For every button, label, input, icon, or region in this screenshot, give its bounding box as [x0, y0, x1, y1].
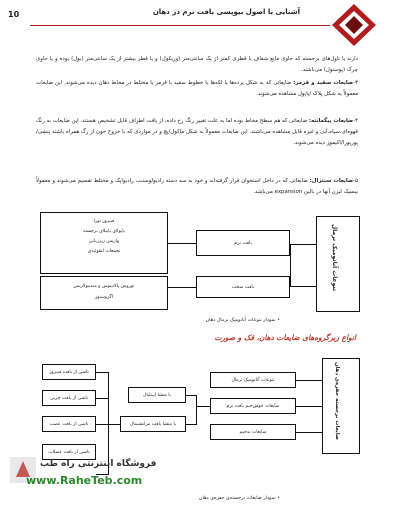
connector [186, 424, 197, 425]
diagram1-soft-tissue: بافت نرم [196, 230, 290, 256]
running-header: آشنایی با اصول بیوپسی بافت نرم در دهان [152, 8, 300, 16]
diagram2-fatty: ناشی از بافت چربی [42, 390, 96, 406]
paragraph-central: ۵-ضایعات سنتزال: ضایعاتی که در داخل استخوان قرار گرفته‌اند و خود به سه دسته رادیولوسنت، رادیواپک و مختلط تقسیم می‌شوند و معمولاً بیسیک لیزن آنها در بالین expansion می‌باشد. [36, 178, 359, 195]
list-item: پاپولای پاپیلای برجسته [83, 229, 125, 234]
diagram2-root-label: ضایعات برجسته حفره‌ی دهان [334, 362, 340, 440]
watermark-url: www.RaheTeb.com [26, 474, 143, 487]
connector [290, 244, 291, 287]
paragraph-intro: دارند یا تاول‌های برجسته که حاوی مایع شفاف با قطری کمتر از یک سانتی‌متر (وزیکول) و یا قطر بیشتر از یک سانتی‌متر (بول) بوده و یا حاوی چرک (پوستول) می‌باشند. [36, 56, 358, 73]
list-number: ۴- [353, 118, 358, 124]
term-heading: ضایعات سفید و قرمز: [293, 80, 354, 86]
paragraph-pigmented: ۴-ضایعات پیگمانته: ضایعاتی که هم سطح مخاط بوده اما به علت تغییر رنگ رخ داده، از بافت اطراف قابل تشخیص هستند. این ضایعات به رنگ قهوه‌ای،سیاه،آبی و غیره قابل مشاهده می‌باشند. این ضایعات معمولاً به شکل ماکول/پچ و در مواردی که با خروج خون از رگ همراه باشند پتشی/پورپورا/اکیموز دیده می‌شوند. [36, 118, 358, 146]
diagram2-epithelial: با منشا اپیتلیال [128, 387, 186, 403]
list-item: وارپس زیرزبانی [88, 239, 120, 244]
connector [196, 395, 197, 425]
diagram1-root-box [316, 216, 360, 312]
diagram2-normal-variations: تنوعات آناتومیک نرمال [210, 372, 296, 388]
paragraph-white-red: ۳-ضایعات سفید و قرمز: ضایعاتی که به شکل پرده‌ها یا لکه‌ها با خطوط سفید یا قرمز یا مختلط در مخاط دهان دیده می‌شوند. این ضایعات معمولاً به شکل پلاک /پاپول مشاهده می‌شوند. [36, 80, 358, 97]
section-title: انواع زیرگروه‌های ضایعات دهان، فک و صورت [214, 333, 356, 342]
diagram2-mesenchymal: با منشا بافت مزانشیمال [120, 416, 186, 432]
diagram2-muscular: ناشی از بافت عضلات [42, 444, 96, 460]
diagram2-malignant: ضایعات بدخیم [210, 424, 296, 440]
list-number: ۵- [353, 178, 359, 184]
connector [290, 244, 316, 245]
list-item: تجمعات لنفوئیدی [87, 249, 121, 254]
connector [168, 287, 196, 288]
connector [196, 406, 210, 407]
header-rule [30, 25, 330, 26]
connector [296, 432, 322, 433]
term-heading: ضایعات سنتزال: [309, 178, 354, 184]
diagram1-caption: • نمودار تنوعات آناتومیک نرمال دهان [205, 318, 280, 323]
connector [290, 286, 316, 287]
connector [96, 398, 109, 399]
list-item: اگزوستوز [94, 295, 114, 300]
term-heading: ضایعات پیگمانته: [308, 118, 354, 124]
connector [186, 395, 197, 396]
diagram1-soft-list [40, 212, 168, 274]
watermark-store-name: فروشگاه اینترنتی راه طب [40, 459, 157, 469]
list-item: توروس پالاتینوس و مندیبولاریس [73, 284, 135, 289]
list-number: ۳- [353, 80, 358, 86]
connector [168, 243, 196, 244]
diagram1-root-label: تنوعات آناتومیک نرمال [331, 224, 338, 292]
diagram1-hard-list [40, 276, 168, 310]
connector [296, 406, 322, 407]
list-item: فیبروز تورا [93, 219, 115, 224]
page-number: 10 [8, 10, 20, 19]
diagram2-neural: ناشی از بافت عصب [42, 416, 96, 432]
diagram2-benign-soft: ضایعات خوش‌خیم بافت نرم [210, 398, 296, 414]
connector [96, 372, 109, 373]
diagram1-hard-tissue: بافت سخت [196, 276, 290, 298]
connector [296, 380, 322, 381]
chapter-diamond-icon [324, 2, 384, 48]
diagram2-fibrous: ناشی از بافت فیبروز [42, 364, 96, 380]
connector [96, 424, 109, 425]
connector [108, 424, 120, 425]
diagram2-root-box [322, 358, 360, 454]
diagram2-caption: • نمودار ضایعات برجسته‌ی حفره‌ی دهان [199, 496, 280, 501]
